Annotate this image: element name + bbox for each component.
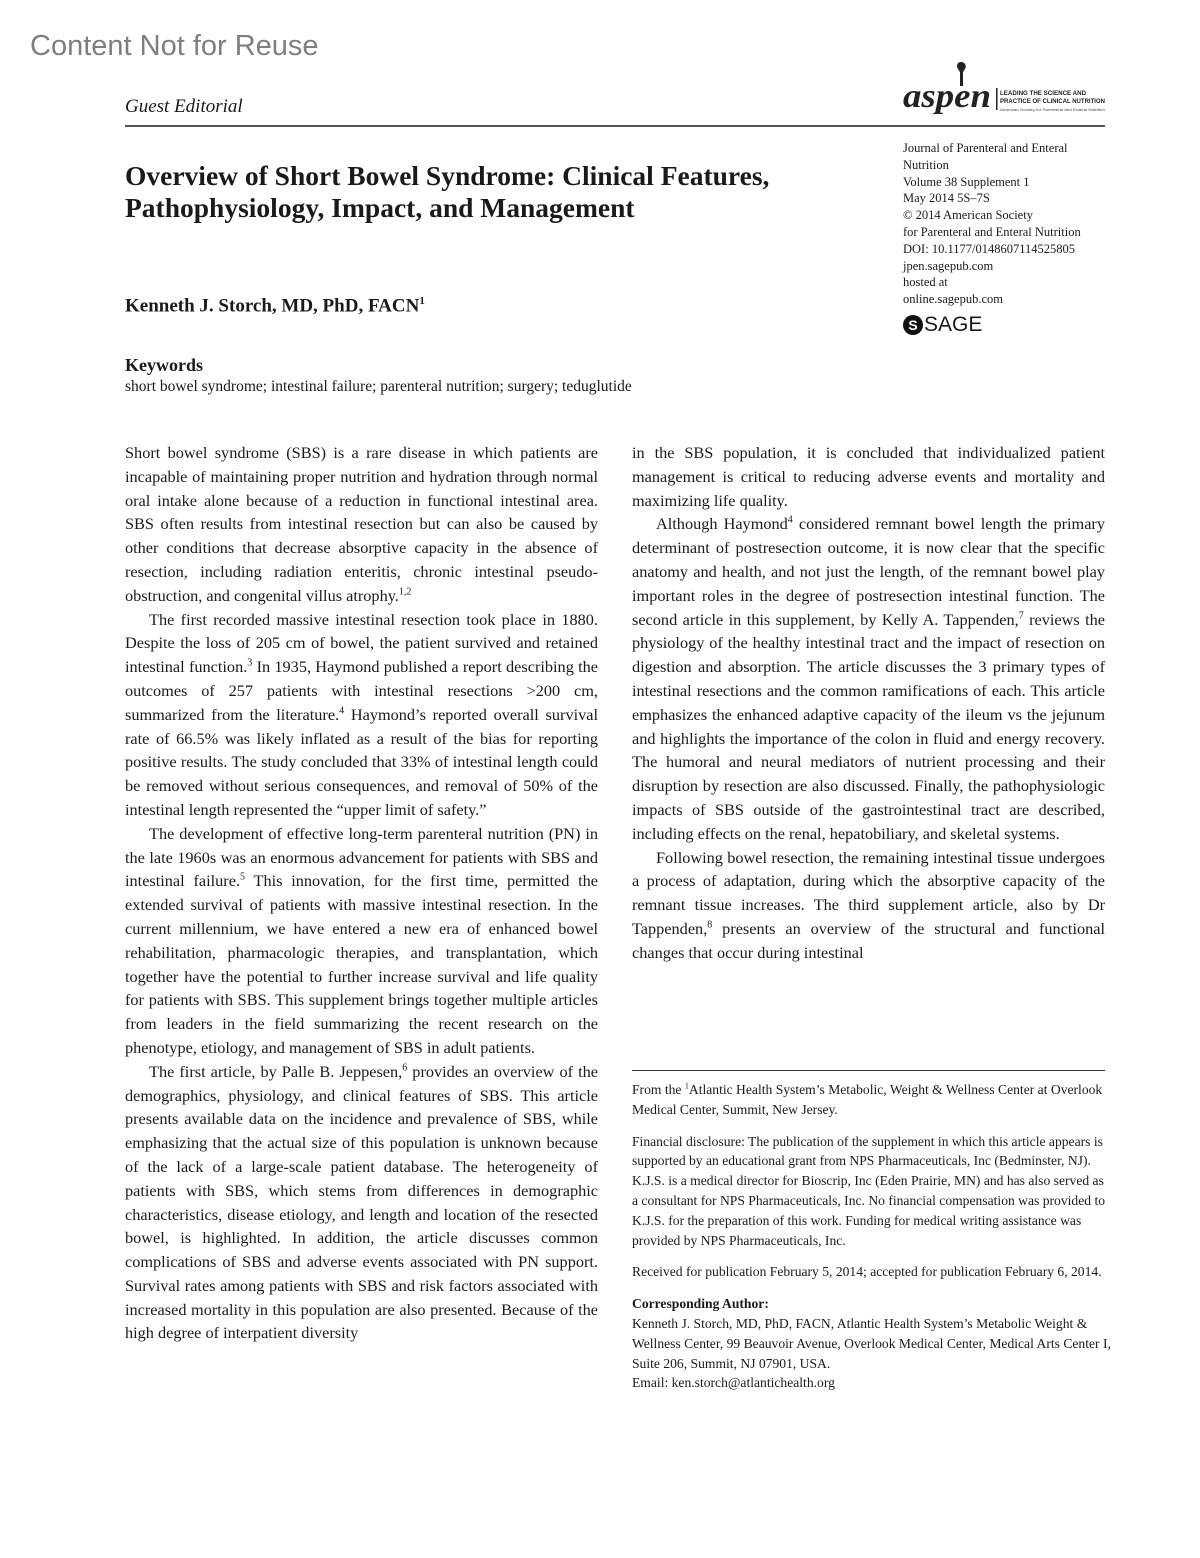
body-column-left <box>125 441 598 1345</box>
journal-info-line: Journal of Parenteral and Enteral <box>903 141 1068 155</box>
body-paragraph: in the SBS population, it is concluded that individualized patient management is critical to reducing adverse events and mortality and maximizing life quality. <box>632 443 1105 510</box>
sage-logo <box>903 312 982 338</box>
corresponding-author-heading: Corresponding Author: <box>632 1296 769 1312</box>
footnotes <box>632 1080 1112 1393</box>
affiliation-note: From the $^1$Atlantic Health System’s Metabolic, Weight & Wellness Center at Overlook Medical Center, Summit, New Jersey. <box>632 1081 1103 1117</box>
header-rule <box>125 125 1105 127</box>
author-name: Kenneth J. Storch, MD, PhD, FACN <box>125 295 420 317</box>
body-paragraph: The development of effective long-term parenteral nutrition (PN) in the late 1960s was an enormous advancement for patients with SBS and intestinal failure.$^5$ This innovation, for the first time, permitted the extended survival of patients with massive intestinal resection. In the current millennium, we have entered a new era of enhanced bowel rehabilitation, pharmacologic therapies, and transplantation, which together have the potential to further increase survival and life quality for patients with SBS. This supplement brings together multiple articles from leaders in the field summarizing the recent research on the phenotype, etiology, and management of SBS in adult patients. <box>125 823 598 1057</box>
journal-info-line: jpen.sagepub.com <box>903 258 994 273</box>
journal-info-line: Nutrition <box>903 157 949 172</box>
body-paragraph: The first recorded massive intestinal resection took place in 1880. Despite the loss of 205 cm of bowel, the patient survived and retained intestinal function.$^3$ In 1935, Haymond published a report describing the outcomes of 257 patients with intestinal resections >200 cm, summarized from the literature.$^4$ Haymond’s reported overall survival rate of 66.5% was likely inflated as a result of the bias for reporting positive results. The study concluded that 33% of intestinal length could be removed without serious consequences, and removal of 50% of the intestinal length represented the “upper limit of safety.” <box>125 609 599 819</box>
author-line <box>125 295 425 317</box>
keywords-text: short bowel syndrome; intestinal failure; parenteral nutrition; surgery; teduglutide <box>125 378 632 395</box>
logo-tagline-1: LEADING THE SCIENCE AND <box>1000 90 1087 97</box>
sage-icon: S <box>903 315 923 335</box>
corresponding-author-email: Email: ken.storch@atlantichealth.org <box>632 1375 835 1391</box>
logo-tagline-2: PRACTICE OF CLINICAL NUTRITION <box>1000 98 1106 105</box>
journal-info-line: DOI: 10.1177/0148607114525805 <box>903 241 1075 256</box>
journal-info-line: online.sagepub.com <box>903 292 1003 307</box>
logo-tagline-3: American Society for Parenteral and Enteral Nutrition <box>1000 107 1105 112</box>
corresponding-author-address: Kenneth J. Storch, MD, PhD, FACN, Atlantic Health System’s Metabolic Weight & Wellness Center, 99 Beauvoir Avenue, Overlook Medical Center, Medical Arts Center I, Suite 206, Summit, NJ 07901, USA. <box>632 1315 1111 1371</box>
body-paragraph: Although Haymond$^4$ considered remnant bowel length the primary determinant of postresection outcome, it is now clear that the specific anatomy and health, and not just the length, of the remnant bowel play important roles in the degree of postresection intestinal function. The second article in this supplement, by Kelly A. Tappenden,$^7$ reviews the physiology of the healthy intestinal tract and the impact of resection on digestion and absorption. The article discusses the 3 primary types of intestinal resections and the common ramifications of each. This article emphasizes the enhanced adaptive capacity of the ileum vs the jejunum and highlights the importance of the colon in fluid and energy recovery. The humoral and neural mediators of nutrient processing and their disruption by resection are also discussed. Finally, the pathophysiologic impacts of SBS outside of the gastrointestinal tract are described, including effects on the renal, hepatobiliary, and skeletal systems. <box>632 514 1105 843</box>
body-column-right <box>632 441 1105 965</box>
footnote-rule <box>632 1070 1105 1071</box>
logo-wordmark: aspen <box>903 78 991 115</box>
journal-info-line: for Parenteral and Enteral Nutrition <box>903 224 1081 239</box>
body-paragraph: The first article, by Palle B. Jeppesen,$^6$ provides an overview of the demographics, physiology, and clinical features of SBS. This article presents available data on the incidence and prevalence of SBS, while emphasizing that the actual size of this population is unknown because of the lack of a large-scale patient database. The heterogeneity of patients with SBS, which stems from differences in demographic characteristics, disease etiology, and length and location of the resected bowel, is highlighted. In addition, the article discusses common complications of SBS and adverse events associated with PN support. Survival rates among patients with SBS and risk factors associated with increased mortality in this population are also presented. Because of the high degree of interpatient diversity <box>125 1061 599 1343</box>
body-paragraph: Following bowel resection, the remaining intestinal tissue undergoes a process of adaptation, during which the absorptive capacity of the remnant tissue increases. The third supplement article, also by Dr Tappenden,$^8$ presents an overview of the structural and functional changes that occur during intestinal <box>632 847 1105 962</box>
financial-disclosure: Financial disclosure: The publication of the supplement in which this article appears is supported by an educational grant from NPS Pharmaceuticals, Inc (Bedminster, NJ). K.J.S. is a medical director for Bioscrip, Inc (Eden Prairie, MN) and has also served as a consultant for NPS Pharmaceuticals, Inc. No financial compensation was provided to K.J.S. for the preparation of this work. Funding for medical writing assistance was provided by NPS Pharmaceuticals, Inc. <box>632 1133 1106 1248</box>
journal-info-line: May 2014 5S–7S <box>903 191 990 206</box>
article-title: Overview of Short Bowel Syndrome: Clinical Features, Pathophysiology, Impact, and Management <box>125 160 770 223</box>
section-label: Guest Editorial <box>125 96 243 117</box>
keywords-heading: Keywords <box>125 355 203 375</box>
sage-wordmark: SAGE <box>924 313 983 336</box>
journal-info-line: hosted at <box>903 275 948 290</box>
journal-info-line: Volume 38 Supplement 1 <box>903 174 1030 189</box>
watermark: Content Not for Reuse <box>30 30 319 62</box>
journal-info-line: © 2014 American Society <box>903 208 1033 223</box>
author-affiliation-mark: 1 <box>419 295 425 307</box>
body-paragraph: Short bowel syndrome (SBS) is a rare disease in which patients are incapable of maintaining proper nutrition and hydration through normal oral intake alone because of a reduction in functional intestinal area. SBS often results from intestinal resection but can also be caused by other conditions that decrease absorptive capacity in the absence of resection, including radiation enteritis, chronic intestinal pseudo-obstruction, and congenital villus atrophy.$^{1,2}$ <box>125 443 598 605</box>
received-dates: Received for publication February 5, 2014; accepted for publication February 6, 2014. <box>632 1264 1102 1280</box>
aspen-logo <box>903 60 1108 120</box>
journal-info <box>903 140 1113 308</box>
